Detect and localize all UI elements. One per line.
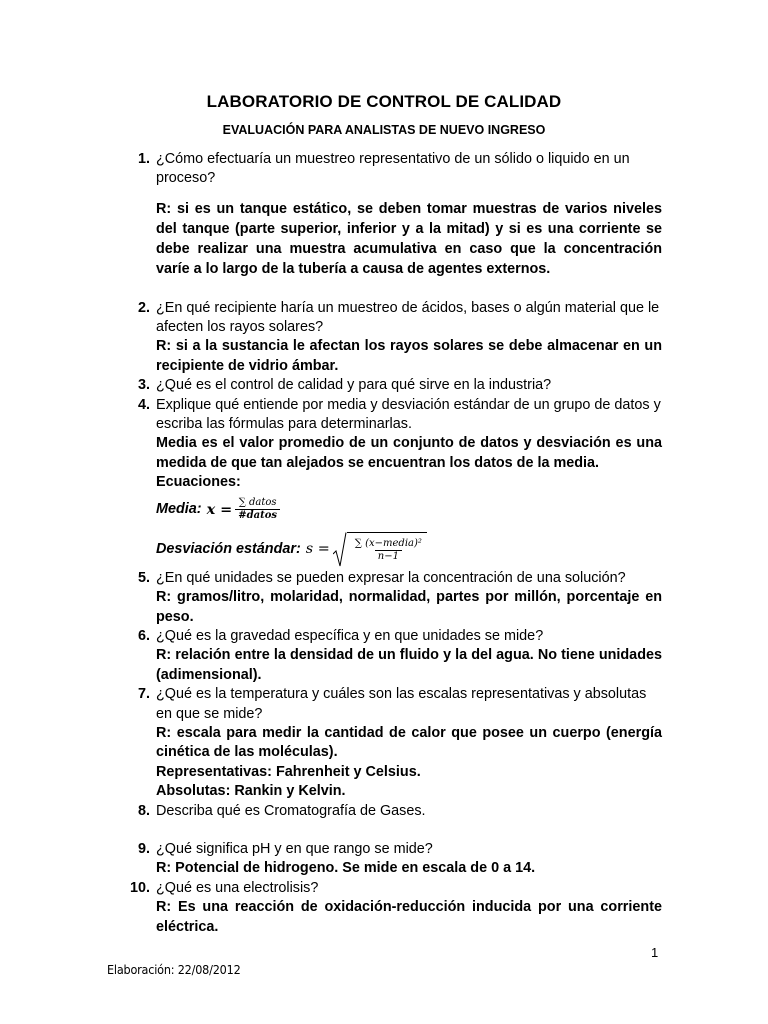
answer-text: R: escala para medir la cantidad de calor que posee un cuerpo (energía cinética de las moléculas). <box>156 724 662 761</box>
question-number: 4. <box>137 396 150 413</box>
question-text: ¿Qué es la gravedad específica y en que unidades se mide? <box>156 627 544 644</box>
question-text: Describa qué es Cromatografía de Gases. <box>156 802 426 819</box>
formula-media-numerator: ∑ datos <box>238 497 277 509</box>
question-text: ¿Cómo efectuaría un muestreo representativo de un sólido o liquido en un proceso? <box>156 151 630 187</box>
question-item-5 <box>137 569 662 627</box>
question-number: 10. <box>129 879 150 896</box>
question-item-10 <box>129 879 662 937</box>
answer-absolutas: Absolutas: Rankin y Kelvin. <box>156 783 346 800</box>
question-text: ¿Qué significa pH y en que rango se mide? <box>156 840 433 857</box>
answer-text: R: relación entre la densidad de un fluido y la del agua. No tiene unidades (adimensional). <box>156 647 662 683</box>
formula-desviacion-lhs: s = <box>305 540 330 557</box>
question-number: 3. <box>137 377 150 394</box>
question-item-7 <box>137 685 662 801</box>
page-subtitle: EVALUACIÓN PARA ANALISTAS DE NUEVO INGRESO <box>222 123 546 137</box>
formula-media-label: Media: <box>156 500 202 517</box>
formula-desviacion-fraction <box>352 538 425 563</box>
formula-media-fraction <box>235 497 280 522</box>
question-text: ¿Qué es el control de calidad y para qué sirve en la industria? <box>156 377 552 394</box>
formula-desviacion-label: Desviación estándar: <box>156 540 301 557</box>
question-item-4 <box>137 396 662 569</box>
answer-text: R: Potencial de hidrogeno. Se mide en escala de 0 a 14. <box>156 860 536 877</box>
question-number: 8. <box>137 802 150 819</box>
question-number: 5. <box>137 569 150 586</box>
answer-text: R: si es un tanque estático, se deben tomar muestras de varios niveles del tanque (parte superior, inferior y a la mitad) y si es una corriente se debe realizar una muestra acumulativa en caso que la concentración varíe a lo largo de la tubería a causa de agentes externos. <box>156 200 662 278</box>
question-text: ¿En qué recipiente haría un muestreo de ácidos, bases o algún material que le afecten los rayos solares? <box>156 299 660 336</box>
answer-text: R: gramos/litro, molaridad, normalidad, partes por millón, porcentaje en peso. <box>156 589 662 625</box>
formula-desviacion-denominator: n−1 <box>375 550 402 563</box>
question-item-1 <box>137 150 662 280</box>
equations-label: Ecuaciones: <box>156 474 241 491</box>
question-number: 2. <box>137 299 150 316</box>
footer-date: Elaboración: 22/08/2012 <box>107 962 241 977</box>
question-item-2 <box>137 299 662 377</box>
answer-text: Media es el valor promedio de un conjunto de datos y desviación es una medida de que tan alejados se encuentran los datos de la media. <box>156 435 662 471</box>
question-text: Explique qué entiende por media y desviación estándar de un grupo de datos y escriba las fórmulas para determinarlas. <box>156 396 661 433</box>
question-item-6 <box>137 627 662 685</box>
page-title: LABORATORIO DE CONTROL DE CALIDAD <box>206 92 562 111</box>
square-root-sign <box>333 532 427 568</box>
formula-media <box>156 495 662 525</box>
question-number: 6. <box>137 627 150 644</box>
question-number: 7. <box>137 686 150 703</box>
question-item-3 <box>137 376 662 395</box>
question-text: ¿Qué es la temperatura y cuáles son las escalas representativas y absolutas en que se mide? <box>156 686 647 722</box>
question-item-8 <box>137 802 662 821</box>
formula-media-denominator: #datos <box>235 509 280 522</box>
question-text: ¿En qué unidades se pueden expresar la concentración de una solución? <box>156 569 626 586</box>
formula-desviacion <box>156 531 662 569</box>
answer-representativas: Representativas: Fahrenheit y Celsius. <box>156 763 421 780</box>
question-list <box>129 150 662 937</box>
question-number: 9. <box>137 840 150 857</box>
answer-text: R: Es una reacción de oxidación-reducción inducida por una corriente eléctrica. <box>156 899 662 935</box>
page-number: 1 <box>651 945 659 960</box>
formula-media-lhs: x = <box>206 500 233 518</box>
question-number: 1. <box>137 151 150 167</box>
formula-desviacion-numerator: ∑ (x−media)² <box>354 537 422 549</box>
radicand <box>347 532 427 568</box>
question-text: ¿Qué es una electrolisis? <box>156 879 319 896</box>
question-item-9 <box>137 840 662 879</box>
answer-text: R: si a la sustancia le afectan los rayos solares se debe almacenar en un recipiente de vidrio ámbar. <box>156 338 662 374</box>
radical-icon <box>333 532 347 568</box>
